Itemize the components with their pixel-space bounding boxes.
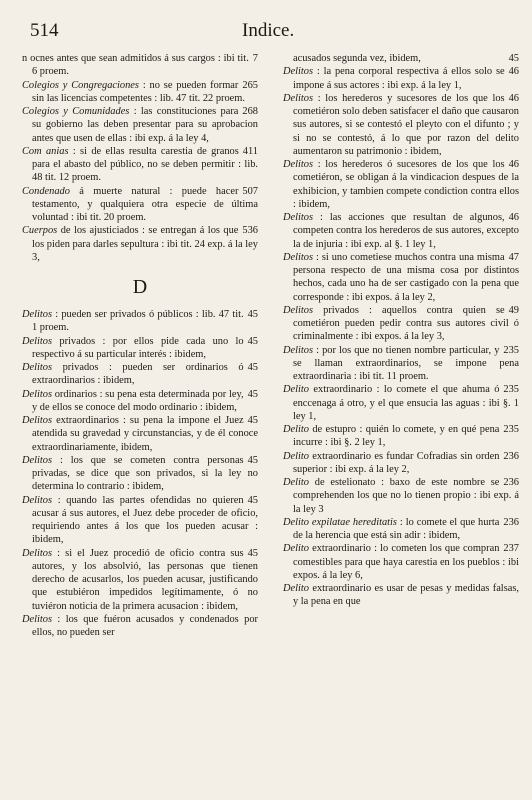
entry-heading: Delitos xyxy=(22,335,53,347)
entry-heading: Delitos xyxy=(22,415,53,426)
entry-page-ref: 268 xyxy=(242,106,258,117)
entry-text: : la pena corporal respectiva á ellos solo se impone á sus actores : ibi exp. á la ley 1, xyxy=(293,66,505,91)
entry-heading: Condenado xyxy=(22,185,70,197)
index-entry xyxy=(283,450,519,477)
index-entry xyxy=(283,304,519,344)
section-letter: D xyxy=(132,276,148,298)
index-entry xyxy=(22,494,258,547)
entry-page-ref: 265 xyxy=(242,79,258,91)
index-entry xyxy=(22,105,258,145)
entry-page-ref: 235 xyxy=(503,384,519,396)
entry-text: de los ajusticiados : se entregan á los que los piden para darles sepultura : ibi tit. 24 exp. á la ley 3, xyxy=(32,225,258,263)
index-entry xyxy=(22,308,258,335)
index-entry xyxy=(22,52,258,79)
index-entry xyxy=(283,476,519,516)
entry-text: : los que se cometen contra personas privadas, se dice que son privados, si la ley no determina lo contrario : ibidem, xyxy=(32,454,258,493)
entry-heading: Delito xyxy=(283,583,309,594)
entry-text: : si el Juez procedió de oficio contra sus autores, y los absolvió, las personas que tienen derecho de acusarlos, los pueden acusar, justificando que estubiéron impedidos legítimamente, ó no tuviéron noticia de la primera acusacion : ibidem, xyxy=(32,547,258,612)
entry-page-ref: 46 xyxy=(508,159,519,170)
entry-text: : si de ellas resulta carestia de granos para el abasto del público, no se deben permitir : lib. 48 tit. 12 proem. xyxy=(32,145,258,184)
entry-heading: Delitos xyxy=(22,547,53,559)
index-entry xyxy=(283,251,519,304)
index-entry xyxy=(283,92,519,158)
entry-heading: Colegios y Comunidades xyxy=(22,106,130,117)
index-entry xyxy=(283,65,519,92)
index-entry xyxy=(22,454,258,494)
index-entry xyxy=(283,516,519,543)
index-entry xyxy=(22,185,258,225)
entry-text: : pueden ser privados ó públicos : lib. 47 tit. 1 proem. xyxy=(32,309,244,334)
entry-text: : las acciones que resultan de algunos, competen contra los herederos de sus autores, excepto la de injuria : ibi exp. al §. 1 ley 1, xyxy=(293,212,519,250)
entry-text: : por los que no tienen nombre particular, y se llaman extraordinarios, se impone pena extraordinaria : ibi tit. 11 proem. xyxy=(293,344,519,382)
index-entry xyxy=(283,383,519,423)
entry-page-ref: 236 xyxy=(503,477,519,488)
entry-heading: Delitos xyxy=(283,92,314,104)
entry-page-ref: 49 xyxy=(508,304,519,316)
index-entry xyxy=(22,145,258,185)
entry-page-ref: 235 xyxy=(503,424,519,435)
entry-text: extraordinario es fundar Cofradias sin orden superior : ibi exp. á la ley 2, xyxy=(293,450,500,475)
entry-text: ordinarios : su pena esta determinada por ley, y de ellos se conoce del modo ordinario : ibidem, xyxy=(32,388,244,413)
entry-page-ref: 507 xyxy=(242,185,258,197)
entry-text: : las constituciones para su gobierno las deben presentar para su aprobacion antes que usen de ellas : ibi exp. á la ley 4, xyxy=(32,106,258,144)
index-entry xyxy=(22,414,258,454)
entry-page-ref: 45 xyxy=(247,494,258,506)
entry-text: privados : pueden ser ordinarios ó extraordinarios : ibidem, xyxy=(32,362,244,387)
left-entries-top xyxy=(22,52,258,264)
entry-text: privados : por ellos pide cada uno lo respectivo á su particular interés : ibidem, xyxy=(32,335,244,360)
entry-page-ref: 45 xyxy=(247,547,258,559)
entry-page-ref: 45 xyxy=(247,415,258,426)
entry-heading: Delitos xyxy=(22,494,53,506)
entry-page-ref: 46 xyxy=(508,66,519,78)
entry-page-ref: 45 xyxy=(247,388,258,400)
entry-heading: Delitos xyxy=(283,159,314,170)
entry-text: privados : aquellos contra quien se cometiéron pueden pedir contra sus autores civil ó criminalmente : ibi expos. á la ley 3, xyxy=(293,304,519,343)
entry-text: : los herederos y sucesores de los que los cometiéron solo deben satisfacer el daño que causaron sus autores, si se contestó el pleyto con el difunto ; y si no se contestó, á lo que por razon del delito aumentaron su patrimonio : ibidem, xyxy=(293,92,519,157)
entry-text: : lo comete el que hurta de la herencia que está sin adir : ibidem, xyxy=(293,516,500,541)
entry-page-ref: 45 xyxy=(247,454,258,466)
index-entry xyxy=(283,582,519,609)
entry-heading: Delitos xyxy=(22,454,53,466)
entry-page-ref: 237 xyxy=(503,543,519,555)
entry-heading: Delitos xyxy=(283,251,314,263)
index-entry xyxy=(283,52,519,65)
index-entry xyxy=(22,224,258,264)
entry-heading: Delitos xyxy=(283,304,314,316)
entry-page-ref: 236 xyxy=(503,516,519,528)
entry-text: : si uno cometiese muchos contra una misma persona respecto de una misma cosa por distintos hechos, cada uno ha de ser castigado con la pena que corresponde : ibi expos. á la ley 2, xyxy=(293,251,519,303)
entry-text: acusados segunda vez, ibidem, xyxy=(293,53,421,64)
entry-heading: Delitos xyxy=(283,212,314,223)
entry-page-ref: 235 xyxy=(503,344,519,356)
index-entry xyxy=(22,388,258,415)
entry-text: extraordinario es usar de pesas y medidas falsas, y la pena en que xyxy=(293,583,519,608)
index-entry xyxy=(22,613,258,640)
entry-heading: Com anias xyxy=(22,145,69,157)
right-column xyxy=(283,52,519,609)
entry-page-ref: 236 xyxy=(503,450,519,462)
entry-page-ref: 46 xyxy=(508,92,519,104)
entry-text: extraordinario : lo comete el que ahuma ó enccenaga á otro, y el que ensucia las aguas : ibi §. 1 ley 1, xyxy=(293,384,519,422)
entry-page-ref: 45 xyxy=(247,309,258,320)
entry-heading: Delito xyxy=(283,450,309,462)
entry-heading: Delitos xyxy=(22,388,53,400)
entry-page-ref: 45 xyxy=(247,362,258,373)
index-entry xyxy=(22,79,258,106)
index-entry xyxy=(283,344,519,384)
entry-text: extraordinario : lo cometen los que compran comestibles para que haya carestia en los pueblos : ibi expos. á la ley 6, xyxy=(293,543,519,581)
entry-text: extraordinarios : su pena la impone el Juez atendida su gravedad y circunstancias, y de él conoce extraordinariamente, ibidem, xyxy=(32,415,258,453)
page-title: Indice. xyxy=(242,20,295,41)
entry-heading: Delito expilatae hereditatis xyxy=(283,516,397,528)
entry-text: : los herederos ó sucesores de los que los cometiéron, se obligan á la vindicacion despues de la exhibicion, y tambien compete condiction contra ellos : ibidem, xyxy=(293,159,519,210)
entry-text: : no se pueden formar sin las licencias competentes : lib. 47 tit. 22 proem. xyxy=(32,79,245,104)
index-entry xyxy=(22,361,258,388)
entry-page-ref: 411 xyxy=(242,145,258,157)
entry-page-ref: 536 xyxy=(242,225,258,237)
index-entry xyxy=(283,423,519,450)
entry-page-ref: 7 xyxy=(252,53,258,64)
entry-text: de estelionato : baxo de este nombre se comprehenden los que no lo tienen propio : ibi exp. á la ley 3 xyxy=(293,477,519,515)
entry-text: : quando las partes ofendidas no quieren acusar á sus autores, el Juez debe proceder de oficio, requiriendo antes á los que los pueden acusar : ibidem, xyxy=(32,494,258,546)
entry-heading: Delitos xyxy=(283,66,314,78)
right-entries xyxy=(283,52,519,609)
page-number: 514 xyxy=(30,20,59,41)
entry-page-ref: 47 xyxy=(508,251,519,263)
entry-heading: Delito xyxy=(283,424,309,435)
entry-heading: Colegios y Congregaciones xyxy=(22,79,139,91)
entry-text: : los que fuéron acusados y condenados por ellos, no pueden ser xyxy=(32,613,258,638)
index-entry xyxy=(283,542,519,582)
entry-heading: Delitos xyxy=(22,362,53,373)
entry-text: de estupro : quién lo comete, y en qué pena incurre : ibi §. 2 ley 1, xyxy=(293,424,500,449)
entry-text: á muerte natural : puede hacer testamento, y qualquiera otra especie de última voluntad : ibi tit. 20 proem. xyxy=(32,185,258,223)
entry-heading: Delitos xyxy=(283,344,314,356)
entry-heading: Delito xyxy=(283,477,309,488)
index-entry xyxy=(283,158,519,211)
entry-text: n ocnes antes que sean admitidos á sus cargos : ibi tit. 6 proem. xyxy=(22,53,249,78)
index-entry xyxy=(283,211,519,251)
entry-heading: Delitos xyxy=(22,309,53,320)
entry-page-ref: 46 xyxy=(508,212,519,223)
entry-page-ref: 45 xyxy=(247,335,258,347)
index-entry xyxy=(22,335,258,362)
entry-heading: Delito xyxy=(283,384,309,396)
entry-page-ref: 45 xyxy=(508,53,519,64)
index-entry xyxy=(22,547,258,613)
left-column xyxy=(22,52,258,639)
entry-heading: Delitos xyxy=(22,613,53,625)
entry-heading: Delito xyxy=(283,543,309,555)
left-entries-d xyxy=(22,308,258,639)
entry-heading: Cuerpos xyxy=(22,225,58,237)
